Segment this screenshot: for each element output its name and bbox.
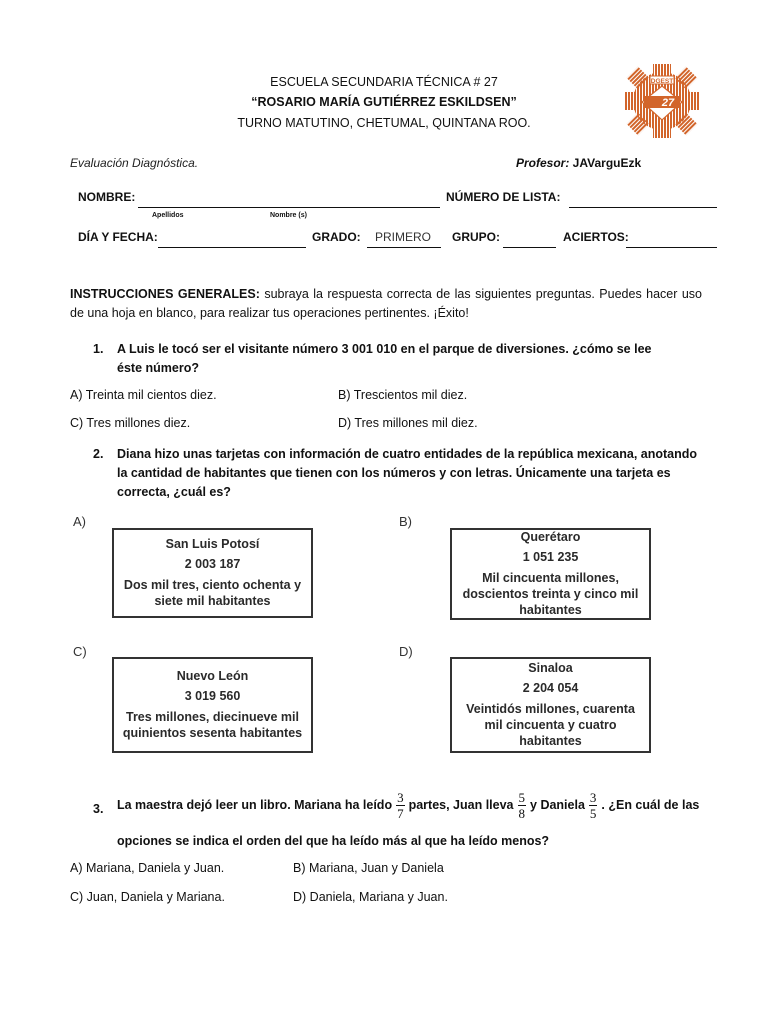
teacher-name: JAVarguEzk xyxy=(569,156,642,170)
score-field[interactable] xyxy=(626,247,717,248)
card-b-words: Mil cincuenta millones, doscientos treinta y cinco mil habitantes xyxy=(462,571,639,617)
q3-option-b[interactable]: B) Mariana, Juan y Daniela xyxy=(293,861,444,875)
firstname-hint: Nombre (s) xyxy=(270,212,307,219)
card-a-words: Dos mil tres, ciento ochenta y siete mil habitantes xyxy=(123,578,302,608)
card-a[interactable] xyxy=(112,528,313,618)
score-label: ACIERTOS: xyxy=(563,230,629,244)
grade-value: PRIMERO xyxy=(375,230,432,244)
list-number-label: NÚMERO DE LISTA: xyxy=(446,190,561,204)
card-d-words: Veintidós millones, cuarenta mil cincuenta y cuatro habitantes xyxy=(466,702,635,748)
card-d-label[interactable]: D) xyxy=(399,644,413,659)
card-c-number: 3 019 560 xyxy=(184,689,241,703)
name-label: NOMBRE: xyxy=(78,190,136,204)
question-1-number: 1. xyxy=(93,342,104,356)
fraction-daniela: $\frac{3}{5}$ xyxy=(589,790,597,821)
school-honoree: “ROSARIO MARÍA GUTIÉRREZ ESKILDSEN” xyxy=(251,95,517,109)
instructions-label: INSTRUCCIONES GENERALES: xyxy=(70,287,260,301)
card-c-label[interactable]: C) xyxy=(73,644,87,659)
q3-option-a[interactable]: A) Mariana, Daniela y Juan. xyxy=(70,861,225,875)
q1-option-c[interactable]: C) Tres millones diez. xyxy=(70,416,191,430)
svg-text:DGEST: DGEST xyxy=(650,78,674,85)
q1-option-d[interactable]: D) Tres millones mil diez. xyxy=(338,416,478,430)
card-a-state: San Luis Potosí xyxy=(165,537,260,551)
question-3-number: 3. xyxy=(93,802,104,816)
grade-field[interactable] xyxy=(367,247,441,248)
q3-text-part1: La maestra dejó leer un libro. Mariana ha leído xyxy=(117,798,393,812)
card-c[interactable] xyxy=(112,657,313,753)
q3-text-part3: y Daniela xyxy=(530,798,585,812)
teacher-info xyxy=(516,156,641,170)
group-label: GRUPO: xyxy=(452,230,500,244)
date-field[interactable] xyxy=(158,247,306,248)
surname-hint: Apellidos xyxy=(152,212,184,219)
school-location: TURNO MATUTINO, CHETUMAL, QUINTANA ROO. xyxy=(237,116,531,130)
question-2-text: Diana hizo unas tarjetas con información de cuatro entidades de la república mexicana, anotando la cantidad de habitantes que tienen con los números y con letras. Únicamente una tarjeta es correcta, ¿cuál es? xyxy=(117,447,698,499)
grade-label: GRADO: xyxy=(312,230,361,244)
evaluation-title: Evaluación Diagnóstica. xyxy=(70,156,199,170)
q3-text-part4: . ¿En cuál de las xyxy=(601,798,700,812)
fraction-mariana: $\frac{3}{7}$ xyxy=(397,790,404,821)
card-d-number: 2 204 054 xyxy=(522,681,579,695)
svg-text:27: 27 xyxy=(661,97,675,109)
q3-option-d[interactable]: D) Daniela, Mariana y Juan. xyxy=(293,890,448,904)
card-d-state: Sinaloa xyxy=(528,661,573,675)
card-b-state: Querétaro xyxy=(520,530,581,544)
q3-text-part2: partes, Juan lleva xyxy=(408,798,514,812)
date-label: DÍA Y FECHA: xyxy=(78,230,158,244)
question-3-line-1 xyxy=(117,790,717,821)
question-3-line-2: opciones se indica el orden del que ha leído más al que ha leído menos? xyxy=(117,834,550,848)
question-1-text: A Luis le tocó ser el visitante número 3 001 010 en el parque de diversiones. ¿cómo se lee éste número? xyxy=(117,342,652,375)
instructions-text: subraya la respuesta correcta de las siguientes preguntas. Puedes hacer uso de una hoja en blanco, para realizar tus operaciones pertinentes. ¡Éxito! xyxy=(70,287,702,320)
name-field[interactable] xyxy=(138,207,440,208)
card-c-words: Tres millones, diecinueve mil quinientos sesenta habitantes xyxy=(122,710,303,740)
school-name: ESCUELA SECUNDARIA TÉCNICA # 27 xyxy=(270,75,498,89)
teacher-label: Profesor: xyxy=(516,156,570,170)
question-2-number: 2. xyxy=(93,447,104,461)
q3-option-c[interactable]: C) Juan, Daniela y Mariana. xyxy=(70,890,225,904)
card-d[interactable] xyxy=(450,657,651,753)
card-a-label[interactable]: A) xyxy=(73,514,86,529)
fraction-juan: $\frac{5}{8}$ xyxy=(518,790,526,821)
card-c-state: Nuevo León xyxy=(176,669,249,683)
q1-option-b[interactable]: B) Trescientos mil diez. xyxy=(338,388,468,402)
card-b-number: 1 051 235 xyxy=(522,550,579,564)
school-logo-icon xyxy=(622,62,702,140)
instructions xyxy=(70,285,702,323)
list-number-field[interactable] xyxy=(569,207,717,208)
card-a-number: 2 003 187 xyxy=(184,557,241,571)
card-b-label[interactable]: B) xyxy=(399,514,412,529)
card-b[interactable] xyxy=(450,528,651,620)
group-field[interactable] xyxy=(503,247,556,248)
q1-option-a[interactable]: A) Treinta mil cientos diez. xyxy=(70,388,217,402)
